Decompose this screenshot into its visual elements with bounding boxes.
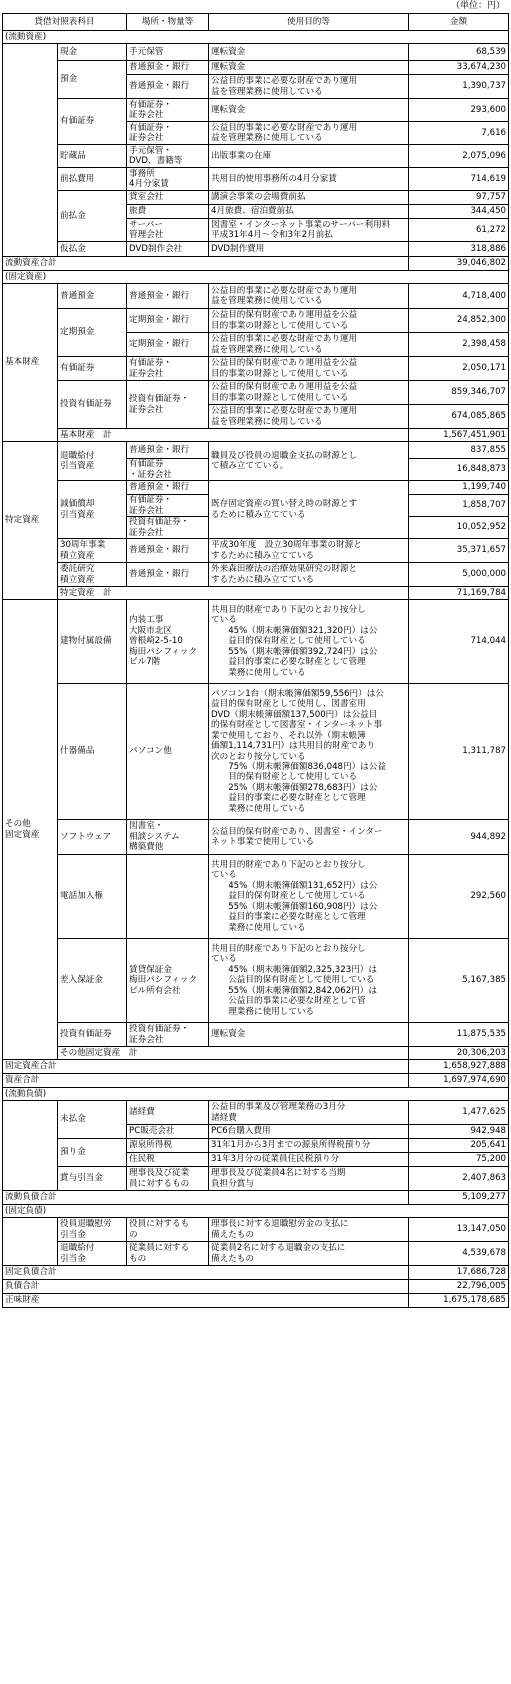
indent-cell [3, 1218, 58, 1266]
location-cell: 普通預金・銀行 [127, 284, 209, 309]
purpose-cell: 平成30年度 設立30周年事業の財源と するために積み立てている [209, 539, 409, 563]
account-label: 賞与引当金 [58, 1167, 127, 1191]
total-amount: 1,658,927,888 [409, 1060, 509, 1074]
account-label: 現金 [58, 44, 127, 61]
subtotal-row [3, 1047, 509, 1060]
account-label: 有価証券 [58, 357, 127, 381]
amount-cell: 4,718,400 [409, 284, 509, 309]
amount-cell: 1,858,707 [409, 495, 509, 517]
amount-cell: 674,085,865 [409, 405, 509, 429]
total-amount: 5,109,277 [409, 1191, 509, 1205]
account-label: 前払金 [58, 191, 127, 242]
purpose-cell: DVD制作費用 [209, 242, 409, 257]
purpose-cell: 公益目的事業に必要な財産であり運用 益を管理業務に使用している [209, 405, 409, 429]
table-row [3, 855, 509, 939]
amount-cell: 16,848,873 [409, 459, 509, 481]
purpose-cell: 職員及び役員の退職金支払の財源とし て積み立てている。 [209, 442, 409, 481]
location-cell: パソコン他 [127, 684, 209, 820]
purpose-cell: 公益目的事業に必要な財産であり運用 益を管理業務に使用している [209, 333, 409, 357]
table-row [3, 563, 509, 587]
total-amount: 39,046,802 [409, 257, 509, 271]
purpose-cell: 31年3月分の従業員住民税預り分 [209, 1153, 409, 1167]
group-label: 基本財産 [3, 284, 58, 442]
amount-cell: 97,757 [409, 191, 509, 205]
purpose-cell: 出版事業の在庫 [209, 145, 409, 168]
purpose-cell: 運転資金 [209, 61, 409, 75]
location-cell: 普通預金・銀行 [127, 563, 209, 587]
table-row [3, 539, 509, 563]
amount-cell: 13,147,050 [409, 1218, 509, 1242]
total-amount: 22,796,005 [409, 1280, 509, 1294]
purpose-cell: 運転資金 [209, 99, 409, 122]
location-cell: 普通預金・銀行 [127, 442, 209, 459]
purpose-cell: 共用目的財産であり下記のとおり按分し ている 45%（期末帳簿価額2,325,323円）は 公益目的保有財産として使用している 55%（期末帳簿価額2,842,062円）は 公益目的事業に必要な財産として管 理業務に使用している [209, 939, 409, 1023]
location-cell: 定期預金・銀行 [127, 333, 209, 357]
location-cell: 有価証券 ・証券会社 [127, 459, 209, 481]
location-cell: 源泉所得税 [127, 1139, 209, 1153]
header-purpose: 使用目的等 [209, 14, 409, 31]
section-label: (固定資産) [3, 271, 509, 284]
purpose-cell: 公益目的事業に必要な財産であり運用 益を管理業務に使用している [209, 122, 409, 145]
location-cell: 諸経費 [127, 1101, 209, 1125]
table-header [3, 14, 509, 31]
purpose-cell: 公益目的保有財産であり運用益を公益 目的事業の財源として使用している [209, 381, 409, 405]
location-cell: 投資有価証券・ 証券会社 [127, 517, 209, 539]
indent-cell [3, 44, 58, 257]
amount-cell: 33,674,230 [409, 61, 509, 75]
purpose-cell: 外来森田療法の治療効果研究の財源と するために積み立てている [209, 563, 409, 587]
amount-cell: 5,167,385 [409, 939, 509, 1023]
total-label: 流動資産合計 [3, 257, 409, 271]
purpose-cell: 31年1月から3月までの源泉所得税預り分 [209, 1139, 409, 1153]
amount-cell: 10,052,952 [409, 517, 509, 539]
account-label: 仮払金 [58, 242, 127, 257]
amount-cell: 1,311,787 [409, 684, 509, 820]
purpose-cell: パソコン1台（期末帳簿価額59,556円）は公 益目的保有財産として使用し、図書室用 DVD（期末帳簿価額137,500円）は公益目 的保有財産として図書室・インターネット事 業で使用しており、それ以外（期末帳簿 価額1,114,731円）は共用目的財産であり 次のとおり按分している 75%（期末帳簿価額836,048円）は公益 目的保有財産として使用している 25%（期末帳簿価額278,683円）は公 益目的事業に必要な財産として管理 業務に使用している [209, 684, 409, 820]
amount-cell: 942,948 [409, 1125, 509, 1139]
subtotal-label: 基本財産 計 [58, 429, 409, 442]
total-row [3, 1191, 509, 1205]
subtotal-amount: 1,567,451,901 [409, 429, 509, 442]
location-cell: 図書室・ 相談システム 構築費他 [127, 820, 209, 855]
subtotal-amount: 71,169,784 [409, 587, 509, 600]
purpose-cell: 公益目的保有財産であり、図書室・インター ネット事業で使用している [209, 820, 409, 855]
purpose-cell: 4月旅費、宿泊費前払 [209, 205, 409, 219]
table-row [3, 309, 509, 333]
amount-cell: 714,044 [409, 600, 509, 684]
total-row [3, 257, 509, 271]
purpose-cell: 運転資金 [209, 1023, 409, 1047]
table-row [3, 1023, 509, 1047]
total-row [3, 1074, 509, 1088]
subtotal-row [3, 587, 509, 600]
account-label: ソフトウェア [58, 820, 127, 855]
amount-cell: 35,371,657 [409, 539, 509, 563]
total-amount: 1,697,974,690 [409, 1074, 509, 1088]
amount-cell: 1,390,737 [409, 75, 509, 99]
account-label: 未払金 [58, 1101, 127, 1139]
total-row [3, 1060, 509, 1074]
purpose-cell: PC6台購入費用 [209, 1125, 409, 1139]
amount-cell: 75,200 [409, 1153, 509, 1167]
purpose-cell: 図書室・インターネット事業のサーバー利用料 平成31年4月～令和3年2月前払 [209, 219, 409, 242]
total-label: 固定資産合計 [3, 1060, 409, 1074]
section-fixed-liabilities [3, 1205, 509, 1218]
location-cell: 有価証券・ 証券会社 [127, 99, 209, 122]
table-row [3, 1139, 509, 1153]
total-amount: 1,675,178,685 [409, 1294, 509, 1308]
account-label: 退職給付 引当資産 [58, 442, 127, 481]
account-label: 預り金 [58, 1139, 127, 1167]
header-account: 貸借対照表科目 [3, 14, 127, 31]
table-row [3, 44, 509, 61]
amount-cell: 292,560 [409, 855, 509, 939]
location-cell: 住民税 [127, 1153, 209, 1167]
account-label: 役員退職慰労 引当金 [58, 1218, 127, 1242]
amount-cell: 205,641 [409, 1139, 509, 1153]
amount-cell: 2,050,171 [409, 357, 509, 381]
unit-note: （単位：円） [450, 1, 505, 11]
purpose-cell: 共用目的財産であり下記のとおり按分し ている 45%（期末帳簿価額131,652円）は公 益目的保有財産として使用している 55%（期末帳簿価額160,908円）は公 益目的事業に必要な財産として管理 業務に使用している [209, 855, 409, 939]
purpose-cell: 理事長及び従業員4名に対する当期 負担分賞与 [209, 1167, 409, 1191]
account-label: 退職給付 引当金 [58, 1242, 127, 1266]
purpose-cell: 従業員2名に対する退職金の支払に 備えたもの [209, 1242, 409, 1266]
table-row [3, 168, 509, 191]
location-cell: 定期預金・銀行 [127, 309, 209, 333]
purpose-cell: 公益目的事業及び管理業務の3月分 諸経費 [209, 1101, 409, 1125]
account-label: 預金 [58, 61, 127, 99]
purpose-cell: 公益目的事業に必要な財産であり運用 益を管理業務に使用している [209, 75, 409, 99]
table-row [3, 381, 509, 405]
section-label: (固定負債) [3, 1205, 509, 1218]
amount-cell: 5,000,000 [409, 563, 509, 587]
amount-cell: 61,272 [409, 219, 509, 242]
amount-cell: 68,539 [409, 44, 509, 61]
location-cell: 普通預金・銀行 [127, 481, 209, 495]
amount-cell: 944,892 [409, 820, 509, 855]
section-current-liabilities [3, 1088, 509, 1101]
purpose-cell: 講演会事業の会場費前払 [209, 191, 409, 205]
total-label: 正味財産 [3, 1294, 409, 1308]
account-label: 投資有価証券 [58, 1023, 127, 1047]
amount-cell: 293,600 [409, 99, 509, 122]
location-cell: 普通預金・銀行 [127, 61, 209, 75]
purpose-cell: 既存固定資産の買い替え時の財源とす るために積み立てている [209, 481, 409, 539]
account-label: 有価証券 [58, 99, 127, 145]
location-cell: 賃貸保証金 梅田パシフィック ビル所有会社 [127, 939, 209, 1023]
location-cell: 貸室会社 [127, 191, 209, 205]
location-cell: 有価証券・ 証券会社 [127, 495, 209, 517]
location-cell: 投資有価証券・ 証券会社 [127, 1023, 209, 1047]
location-cell: 内装工事 大阪市北区 曽根崎2-5-10 梅田パシフィック ビル7階 [127, 600, 209, 684]
table-row [3, 939, 509, 1023]
total-label: 負債合計 [3, 1280, 409, 1294]
table-row [3, 481, 509, 495]
table-row [3, 145, 509, 168]
indent-cell [3, 1101, 58, 1191]
account-label: 什器備品 [58, 684, 127, 820]
table-row [3, 191, 509, 205]
amount-cell: 859,346,707 [409, 381, 509, 405]
subtotal-row [3, 429, 509, 442]
amount-cell: 24,852,300 [409, 309, 509, 333]
amount-cell: 318,886 [409, 242, 509, 257]
location-cell: 従業員に対する もの [127, 1242, 209, 1266]
subtotal-label: 特定資産 計 [58, 587, 409, 600]
amount-cell: 837,855 [409, 442, 509, 459]
section-fixed-assets [3, 271, 509, 284]
amount-cell: 11,875,535 [409, 1023, 509, 1047]
location-cell: 旅費 [127, 205, 209, 219]
total-row [3, 1280, 509, 1294]
purpose-cell: 公益目的事業に必要な財産であり運用 益を管理業務に使用している [209, 284, 409, 309]
account-label: 貯蔵品 [58, 145, 127, 168]
total-row [3, 1266, 509, 1280]
group-label: 特定資産 [3, 442, 58, 600]
section-current-assets [3, 31, 509, 44]
location-cell: 普通預金・銀行 [127, 75, 209, 99]
subtotal-label: その他固定資産 計 [58, 1047, 409, 1060]
table-row [3, 1167, 509, 1191]
asset-list-table [2, 13, 509, 1308]
table-row [3, 99, 509, 122]
table-row [3, 600, 509, 684]
amount-cell: 1,477,625 [409, 1101, 509, 1125]
header-location: 場所・物量等 [127, 14, 209, 31]
account-label: 委託研究 積立資産 [58, 563, 127, 587]
location-cell: 投資有価証券・ 証券会社 [127, 381, 209, 429]
account-label: 差入保証金 [58, 939, 127, 1023]
section-label: (流動資産) [3, 31, 509, 44]
account-label: 投資有価証券 [58, 381, 127, 429]
total-row [3, 1294, 509, 1308]
purpose-cell: 公益目的保有財産であり運用益を公益 目的事業の財源として使用している [209, 357, 409, 381]
purpose-cell: 理事長に対する退職慰労金の支払に 備えたもの [209, 1218, 409, 1242]
location-cell: 手元保管 [127, 44, 209, 61]
purpose-cell: 共用目的使用事務所の4月分家賃 [209, 168, 409, 191]
table-row [3, 1101, 509, 1125]
location-cell: DVD制作会社 [127, 242, 209, 257]
account-label: 前払費用 [58, 168, 127, 191]
table-row [3, 61, 509, 75]
amount-cell: 2,075,096 [409, 145, 509, 168]
amount-cell: 2,398,458 [409, 333, 509, 357]
subtotal-amount: 20,306,203 [409, 1047, 509, 1060]
amount-cell: 714,619 [409, 168, 509, 191]
section-label: (流動負債) [3, 1088, 509, 1101]
total-label: 固定負債合計 [3, 1266, 409, 1280]
account-label: 30周年事業 積立資産 [58, 539, 127, 563]
amount-cell: 2,407,863 [409, 1167, 509, 1191]
location-cell: 理事長及び従業 員に対するもの [127, 1167, 209, 1191]
location-cell: 普通預金・銀行 [127, 539, 209, 563]
table-row [3, 242, 509, 257]
purpose-cell: 運転資金 [209, 44, 409, 61]
location-cell: PC販売会社 [127, 1125, 209, 1139]
location-cell: 有価証券・ 証券会社 [127, 357, 209, 381]
account-label: 定期預金 [58, 309, 127, 357]
header-amount: 金額 [409, 14, 509, 31]
table-row [3, 1242, 509, 1266]
location-cell: 役員に対するも の [127, 1218, 209, 1242]
account-label: 普通預金 [58, 284, 127, 309]
account-label: 減価償却 引当資産 [58, 481, 127, 539]
total-amount: 17,686,728 [409, 1266, 509, 1280]
purpose-cell: 公益目的保有財産であり運用益を公益 目的事業の財源として使用している [209, 309, 409, 333]
account-label: 電話加入権 [58, 855, 127, 939]
table-row [3, 357, 509, 381]
amount-cell: 7,616 [409, 122, 509, 145]
purpose-cell: 共用目的財産であり下記のとおり按分し ている 45%（期末帳簿価額321,320円）は公 益目的保有財産として使用している 55%（期末帳簿価額392,724円）は公 益目的事業に必要な財産として管理 業務に使用している [209, 600, 409, 684]
group-label: その他 固定資産 [3, 600, 58, 1060]
location-cell: サーバー 管理会社 [127, 219, 209, 242]
table-row [3, 284, 509, 309]
location-cell: 手元保管・ DVD、書籍等 [127, 145, 209, 168]
location-cell: 事務所 4月分家賃 [127, 168, 209, 191]
table-row [3, 820, 509, 855]
amount-cell: 344,450 [409, 205, 509, 219]
table-row [3, 1218, 509, 1242]
table-row [3, 442, 509, 459]
amount-cell: 1,199,740 [409, 481, 509, 495]
account-label: 建物付属設備 [58, 600, 127, 684]
location-cell: 有価証券・ 証券会社 [127, 122, 209, 145]
table-row [3, 684, 509, 820]
amount-cell: 4,539,678 [409, 1242, 509, 1266]
total-label: 資産合計 [3, 1074, 409, 1088]
location-cell [127, 855, 209, 939]
total-label: 流動負債合計 [3, 1191, 409, 1205]
